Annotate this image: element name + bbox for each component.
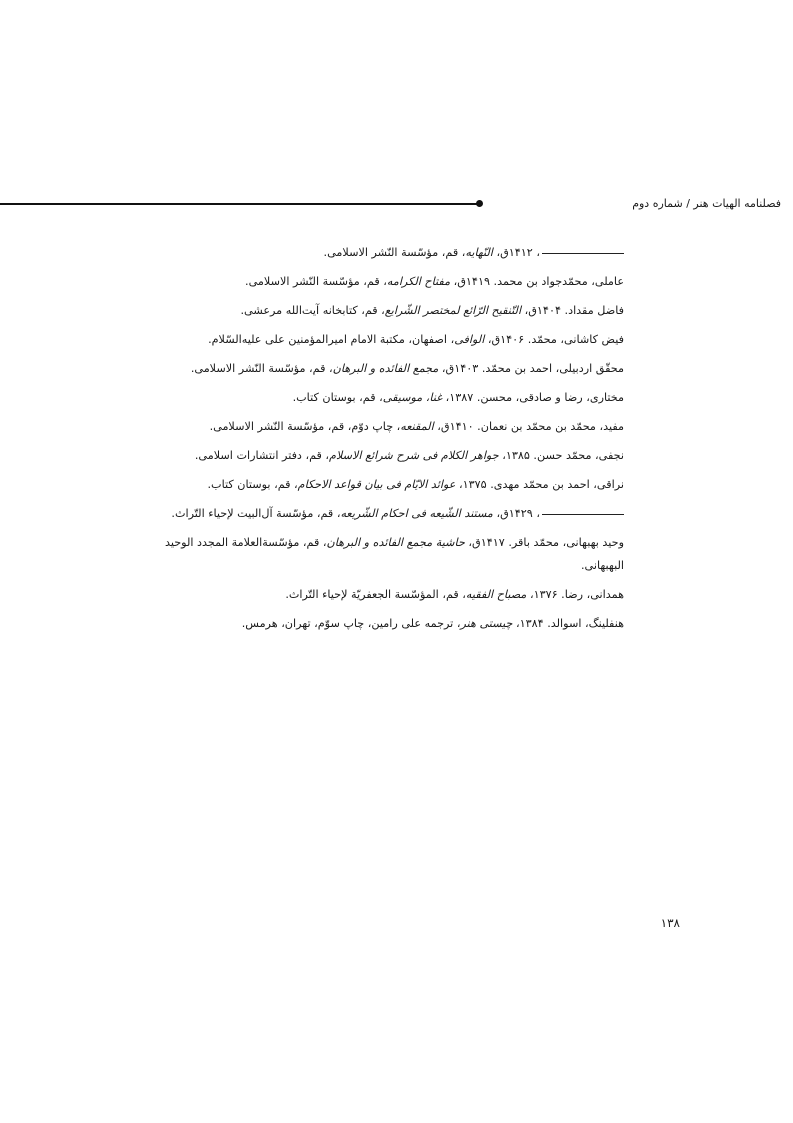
reference-title: چیستی هنر <box>460 617 513 630</box>
reference-title: التّنقیح الرّائع لمختصر الشّرایع <box>384 304 522 317</box>
reference-author: عاملی، محمّدجواد بن محمد. <box>493 275 624 288</box>
reference-title: مستند الشّیعه فی احکام الشّریعه <box>340 507 493 520</box>
journal-running-title: فصلنامه الهیات هنر / شماره دوم <box>632 197 781 210</box>
reference-title: مصباح الفقیه <box>465 588 527 601</box>
reference-title: المقنعه <box>400 420 434 433</box>
repeated-author-dash <box>542 514 624 515</box>
reference-title: الوافی <box>454 333 485 346</box>
reference-title: عوائد الایّام فی بیان قواعد الاحکام <box>297 478 456 491</box>
reference-entry: مفید، محمّد بن محمّد بن نعمان. ۱۴۱۰ق، المقنعه، چاپ دوّم، قم، مؤسّسة النّشر الاسلامی. <box>209 420 624 433</box>
reference-title: النّهایه <box>465 246 493 259</box>
header-rule <box>0 203 478 205</box>
reference-author: هنفلینگ، اسوالد. <box>547 617 624 630</box>
reference-entry: محقّق اردبیلی، احمد بن محمّد. ۱۴۰۳ق، مجمع الفائده و البرهان، قم، مؤسّسة النّشر الاسلامی. <box>190 362 624 375</box>
reference-title: مفتاح الکرامه <box>386 275 451 288</box>
reference-entry: مختاری، رضا و صادقی، محسن. ۱۳۸۷، غنا، موسیقی، قم، بوستان کتاب. <box>292 391 624 404</box>
reference-title: مجمع الفائده و البرهان <box>332 362 439 375</box>
reference-title: جواهر الکلام فی شرح شرائع الاسلام <box>329 449 499 462</box>
reference-entry: وحید بهبهانی، محمّد باقر. ۱۴۱۷ق، حاشیة مجمع الفائده و البرهان، قم، مؤسّسة‌العلامة المجدد الوحید البهبهانی. <box>165 536 624 572</box>
reference-author: نجفی، محمّد حسن. <box>533 449 624 462</box>
reference-entry: همدانی، رضا. ۱۳۷۶، مصباح الفقیه، قم، المؤسّسة الجعفریّة لإحیاء التّراث. <box>285 588 624 601</box>
reference-entry: عاملی، محمّدجواد بن محمد. ۱۴۱۹ق، مفتاح الکرامه، قم، مؤسّسة النّشر الاسلامی. <box>245 275 624 288</box>
reference-title: غنا، موسیقی <box>382 391 443 404</box>
reference-title: حاشیة مجمع الفائده و البرهان <box>326 536 465 549</box>
reference-entry: ، ۱۴۱۲ق، النّهایه، قم، مؤسّسة النّشر الاسلامی. <box>165 241 624 264</box>
reference-entry: فاضل مقداد. ۱۴۰۴ق، التّنقیح الرّائع لمختصر الشّرایع، قم، کتابخانه آیت‌الله مرعشی. <box>240 304 624 317</box>
reference-author: محقّق اردبیلی، احمد بن محمّد. <box>481 362 624 375</box>
bibliography-list <box>165 241 624 641</box>
reference-entry: فیض کاشانی، محمّد. ۱۴۰۶ق، الوافی، اصفهان، مکتبة الامام امیرالمؤمنین علی علیه‌السّلام. <box>208 333 624 346</box>
reference-author: وحید بهبهانی، محمّد باقر. <box>508 536 624 549</box>
reference-entry: نراقی، احمد بن محمّد مهدی. ۱۳۷۵، عوائد الایّام فی بیان قواعد الاحکام، قم، بوستان کتاب. <box>207 478 624 491</box>
reference-entry: هنفلینگ، اسوالد. ۱۳۸۴، چیستی هنر، ترجمه علی رامین، چاپ سوّم، تهران، هرمس. <box>241 617 624 630</box>
reference-entry: ، ۱۴۲۹ق، مستند الشّیعه فی احکام الشّریعه، قم، مؤسّسة آل‌البیت لإحیاء التّراث. <box>165 502 624 525</box>
reference-author: همدانی، رضا. <box>561 588 624 601</box>
reference-author: فاضل مقداد. <box>564 304 624 317</box>
reference-author: مختاری، رضا و صادقی، محسن. <box>476 391 624 404</box>
header-rule-dot <box>476 200 483 207</box>
reference-author: نراقی، احمد بن محمّد مهدی. <box>490 478 624 491</box>
repeated-author-dash <box>542 253 624 254</box>
reference-author: مفید، محمّد بن محمّد بن نعمان. <box>477 420 624 433</box>
page-number: ۱۳۸ <box>660 916 680 930</box>
reference-author: فیض کاشانی، محمّد. <box>527 333 624 346</box>
running-header <box>0 196 793 212</box>
reference-entry: نجفی، محمّد حسن. ۱۳۸۵، جواهر الکلام فی شرح شرائع الاسلام، قم، دفتر انتشارات اسلامی. <box>194 449 624 462</box>
